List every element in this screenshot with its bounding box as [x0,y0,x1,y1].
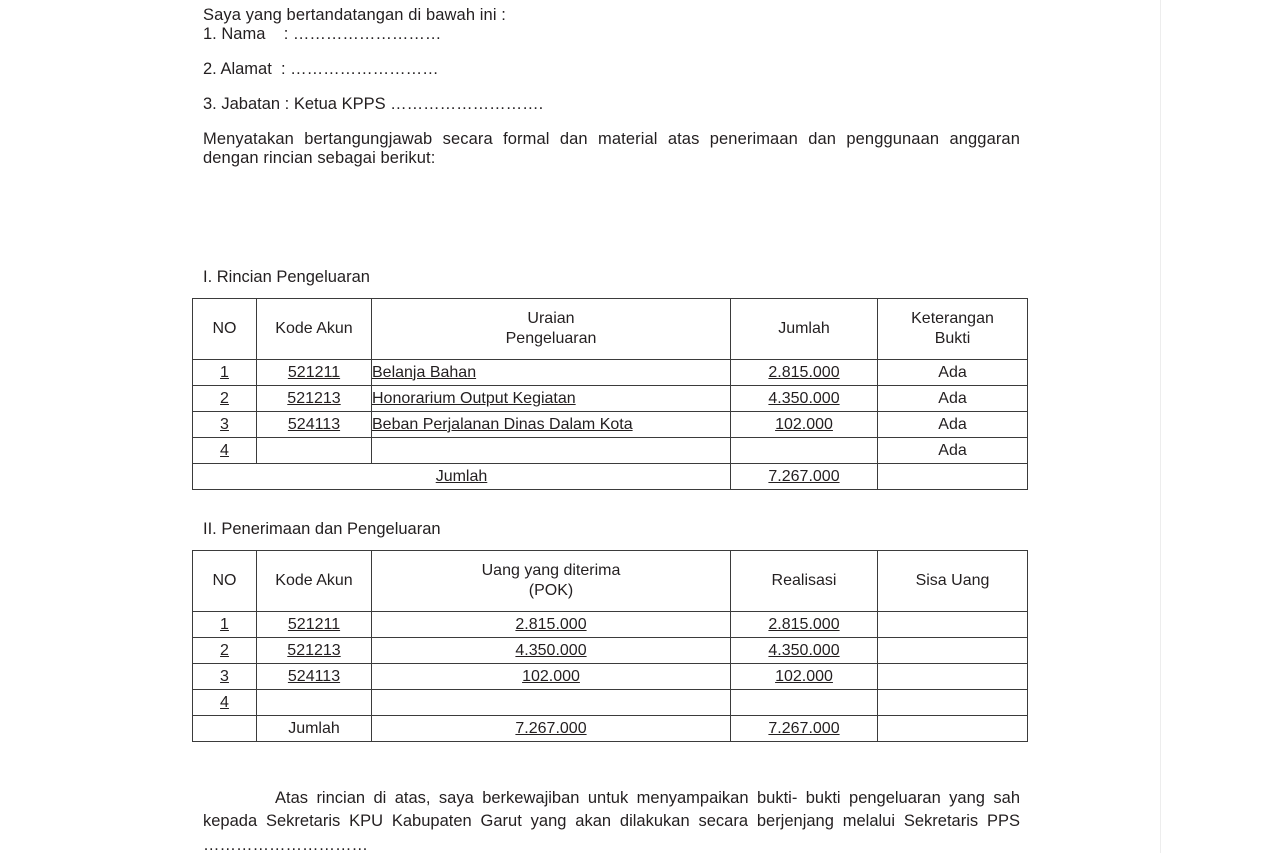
cell-keterangan: Ada [878,438,1028,464]
header-pok-line1: Uang yang diterima [482,562,621,579]
cell-no [193,360,257,386]
cell-jumlah [731,438,878,464]
cell-no [193,438,257,464]
closing-text: Atas rincian di atas, saya berkewajiban untuk menyampaikan bukti- bukti pengeluaran yang sah kepada Sekretaris KPU Kabupaten Garut yang akan dilakukan secara berjenjang melalui Sekretaris PPS ………………………… [203,789,1020,854]
header-sisa-uang: Sisa Uang [878,551,1028,612]
closing-paragraph [203,787,1020,857]
cell-sisa-uang [878,638,1028,664]
cell-no [193,386,257,412]
cell-uraian [372,438,731,464]
total-sisa-cell [878,716,1028,742]
field-row-jabatan [203,95,1020,114]
cell-pok-text: 102.000 [522,668,580,685]
header-uraian-line1: Uraian [527,310,574,327]
cell-uraian-text: Belanja Bahan [372,364,476,381]
cell-realisasi-text: 4.350.000 [768,642,839,659]
cell-pok-text: 2.815.000 [515,616,586,633]
table-row [193,438,1028,464]
table-total-row [193,716,1028,742]
table-row [193,638,1028,664]
cell-jumlah [731,386,878,412]
cell-sisa-uang [878,690,1028,716]
header-no: NO [193,299,257,360]
cell-pok-text: 4.350.000 [515,642,586,659]
cell-uraian [372,360,731,386]
field-label: Jabatan [221,95,280,113]
cell-realisasi-text: 2.815.000 [768,616,839,633]
header-realisasi: Realisasi [731,551,878,612]
total-keterangan-cell [878,464,1028,490]
document-body [203,6,1020,168]
field-value[interactable]: ……………………… [293,25,442,43]
header-kode-akun: Kode Akun [257,551,372,612]
cell-kode-akun [257,612,372,638]
cell-keterangan: Ada [878,386,1028,412]
cell-jumlah-text: 2.815.000 [768,364,839,381]
cell-uraian [372,386,731,412]
cell-jumlah [731,360,878,386]
cell-sisa-uang [878,664,1028,690]
cell-kode-akun [257,690,372,716]
cell-realisasi [731,638,878,664]
cell-kode-akun [257,386,372,412]
cell-keterangan: Ada [878,360,1028,386]
cell-no [193,664,257,690]
cell-kode-akun-text: 524113 [288,668,340,685]
total-jumlah-text: 7.267.000 [768,468,839,485]
cell-kode-akun-text: 521211 [288,364,340,381]
cell-no [193,612,257,638]
cell-no-text: 4 [220,694,229,711]
header-keterangan-line1: Keterangan [911,310,994,327]
header-jumlah: Jumlah [731,299,878,360]
field-separator: : [285,95,290,113]
cell-kode-akun [257,638,372,664]
field-label: Nama [221,25,265,43]
cell-no-text: 2 [220,390,229,407]
intro-line: Saya yang bertandatangan di bawah ini : [203,6,1020,25]
field-row-alamat [203,60,1020,79]
header-keterangan-line2: Bukti [878,329,1027,349]
cell-pok [372,612,731,638]
section-one-title: I. Rincian Pengeluaran [203,268,370,287]
cell-no [193,638,257,664]
table-rincian-pengeluaran [192,298,1028,490]
field-row-nama [203,25,1020,44]
cell-realisasi-text: 102.000 [775,668,833,685]
cell-uraian-text: Honorarium Output Kegiatan [372,390,576,407]
cell-no-text: 1 [220,364,229,381]
header-no: NO [193,551,257,612]
field-value[interactable]: ……………………… [290,60,439,78]
total-pok-cell [372,716,731,742]
cell-kode-akun-text: 521211 [288,616,340,633]
table-header-row [193,551,1028,612]
cell-kode-akun [257,360,372,386]
cell-kode-akun [257,664,372,690]
total-realisasi-cell [731,716,878,742]
total-jumlah-cell [731,464,878,490]
cell-kode-akun-text: 521213 [287,642,340,659]
cell-kode-akun [257,412,372,438]
statement-paragraph: Menyatakan bertangungjawab secara formal dan material atas penerimaan dan penggunaan anggaran dengan rincian sebagai berikut: [203,130,1020,168]
cell-jumlah [731,412,878,438]
cell-uraian-text: Beban Perjalanan Dinas Dalam Kota [372,416,633,433]
field-number: 2. [203,60,217,78]
header-pok-line2: (POK) [372,581,730,601]
field-separator: : [284,25,289,43]
field-number: 1. [203,25,217,43]
total-pok-text: 7.267.000 [515,720,586,737]
table-row [193,690,1028,716]
cell-no [193,412,257,438]
cell-jumlah-text: 102.000 [775,416,833,433]
header-keterangan-bukti [878,299,1028,360]
cell-realisasi [731,612,878,638]
total-realisasi-text: 7.267.000 [768,720,839,737]
header-kode-akun: Kode Akun [257,299,372,360]
field-label: Alamat [220,60,271,78]
field-separator: : [281,60,286,78]
total-label-cell: Jumlah [257,716,372,742]
cell-no-text: 3 [220,416,229,433]
table-row [193,386,1028,412]
cell-uraian [372,412,731,438]
cell-no-text: 4 [220,442,229,459]
cell-pok [372,690,731,716]
cell-pok [372,664,731,690]
cell-kode-akun-text: 521213 [287,390,340,407]
cell-no-text: 1 [220,616,229,633]
field-value[interactable]: Ketua KPPS ………………………. [294,95,543,113]
header-uraian-pengeluaran [372,299,731,360]
table-penerimaan-dan-pengeluaran [192,550,1028,742]
table-total-row [193,464,1028,490]
total-label-text: Jumlah [436,468,488,485]
section-two-title: II. Penerimaan dan Pengeluaran [203,520,441,539]
cell-realisasi [731,664,878,690]
table-row [193,612,1028,638]
table-row [193,360,1028,386]
table-row [193,412,1028,438]
header-uraian-line2: Pengeluaran [372,329,730,349]
field-number: 3. [203,95,217,113]
table-row [193,664,1028,690]
header-uang-yang-diterima [372,551,731,612]
total-no-cell [193,716,257,742]
cell-kode-akun [257,438,372,464]
cell-no-text: 2 [220,642,229,659]
cell-kode-akun-text: 524113 [288,416,340,433]
cell-keterangan: Ada [878,412,1028,438]
cell-no [193,690,257,716]
cell-jumlah-text: 4.350.000 [768,390,839,407]
cell-sisa-uang [878,612,1028,638]
cell-pok [372,638,731,664]
table-header-row [193,299,1028,360]
cell-no-text: 3 [220,668,229,685]
total-label-cell [193,464,731,490]
cell-realisasi [731,690,878,716]
